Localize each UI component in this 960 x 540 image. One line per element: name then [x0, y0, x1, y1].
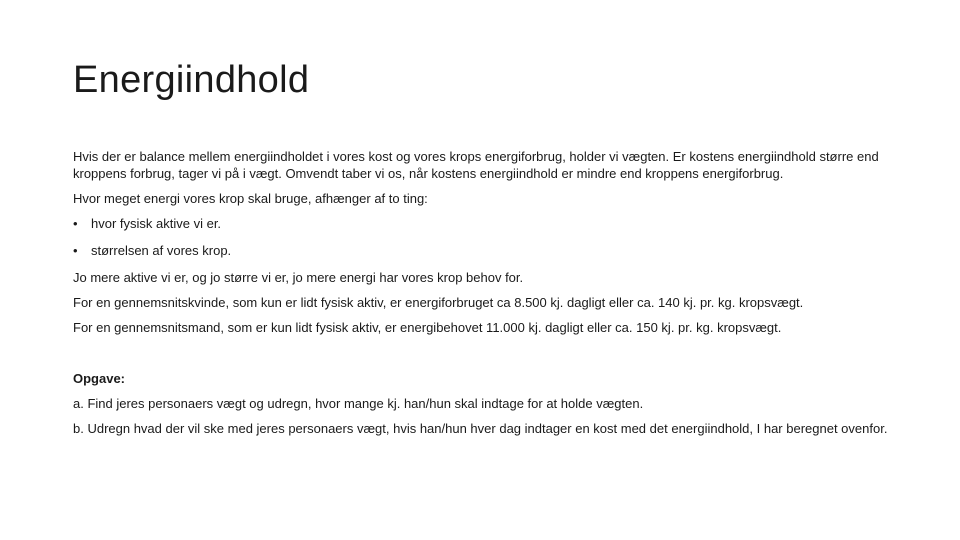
- paragraph-balance: Hvis der er balance mellem energiindholdet i vores kost og vores krops energiforbrug, holder vi vægten. Er kostens energiindhold større end kroppens forbrug, tager vi på i vægt. Omvendt taber vi os, når kostens energiindhold er mindre end kroppens energiforbrug.: [73, 149, 879, 181]
- bullet-text: størrelsen af vores krop.: [91, 243, 232, 258]
- bullet-dot: •: [73, 243, 78, 258]
- paragraph-activity: Jo mere aktive vi er, og jo større vi er, jo mere energi har vores krop behov for.: [73, 270, 524, 285]
- task-heading: Opgave:: [73, 371, 126, 386]
- spacer: [73, 344, 893, 370]
- slide-content: [73, 148, 893, 445]
- bullet-item: [73, 215, 893, 232]
- bullet-dot: •: [73, 216, 78, 231]
- task-b: b. Udregn hvad der vil ske med jeres personaers vægt, hvis han/hun hver dag indtager en kost med det energiindhold, I har beregnet ovenfor.: [73, 421, 888, 436]
- slide-title: Energiindhold: [73, 59, 310, 101]
- bullet-text: hvor fysisk aktive vi er.: [91, 216, 222, 231]
- paragraph-intro-list: Hvor meget energi vores krop skal bruge, afhænger af to ting:: [73, 191, 428, 206]
- bullet-item: [73, 242, 893, 259]
- paragraph-woman: For en gennemsnitskvinde, som kun er lidt fysisk aktiv, er energiforbruget ca 8.500 kj. dagligt eller ca. 140 kj. pr. kg. kropsvægt.: [73, 295, 804, 310]
- paragraph-man: For en gennemsnitsmand, som er kun lidt fysisk aktiv, er energibehovet 11.000 kj. dagligt eller ca. 150 kj. pr. kg. kropsvægt.: [73, 320, 782, 335]
- task-a: a. Find jeres personaers vægt og udregn, hvor mange kj. han/hun skal indtage for at holde vægten.: [73, 396, 644, 411]
